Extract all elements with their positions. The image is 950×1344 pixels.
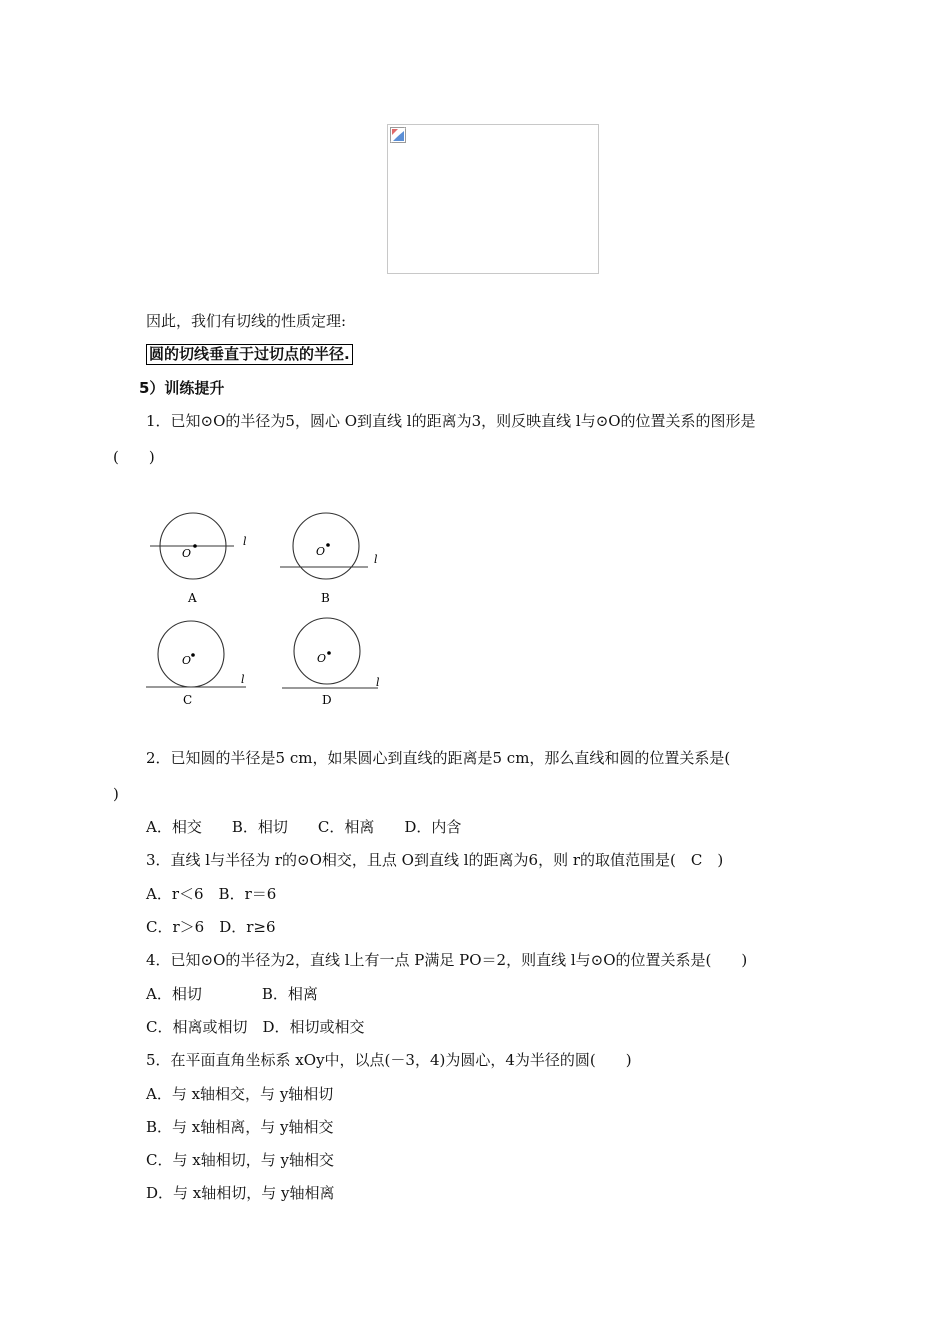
- question-1-answer-blank: ( ): [113, 448, 155, 466]
- question-3-options-1: A．r＜6 B．r＝6: [146, 885, 277, 903]
- figure-a-center-label: O: [182, 547, 192, 560]
- q1-figures: [140, 505, 400, 715]
- question-4-options-2: C．相离或相切 D．相切或相交: [146, 1018, 365, 1036]
- figure-a-line-label: l: [243, 535, 247, 548]
- question-2-options: A．相交 B．相切 C．相离 D．内含: [146, 818, 462, 836]
- question-5: 5．在平面直角坐标系 xOy中，以点(－3，4)为圆心，4为半径的圆( ): [146, 1051, 632, 1069]
- question-2-close: ): [113, 785, 119, 803]
- figure-b-center-label: O: [316, 545, 326, 558]
- question-1: 1．已知⊙O的半径为5，圆心 O到直线 l的距离为3，则反映直线 l与⊙O的位置关系的图形是: [146, 412, 756, 430]
- figure-b-option: B: [321, 591, 330, 605]
- question-5-option-c: C．与 x轴相切，与 y轴相交: [146, 1151, 334, 1169]
- figure-d: [282, 618, 380, 707]
- figure-a: [150, 513, 247, 605]
- figure-d-option: D: [322, 693, 332, 707]
- section-title: 5）训练提升: [139, 379, 225, 397]
- figure-d-line-label: l: [376, 676, 380, 689]
- question-5-option-d: D．与 x轴相切，与 y轴相离: [146, 1184, 335, 1202]
- question-4-options-1: A．相切 B．相离: [146, 985, 318, 1003]
- question-5-option-b: B．与 x轴相离，与 y轴相交: [146, 1118, 334, 1136]
- broken-image-placeholder: [387, 124, 599, 274]
- broken-image-icon: [390, 127, 406, 143]
- theorem-box: 圆的切线垂直于过切点的半径.: [146, 344, 353, 365]
- intro-text: 因此，我们有切线的性质定理:: [146, 312, 347, 330]
- figure-c: [146, 621, 246, 707]
- figure-b: [280, 513, 378, 605]
- question-5-option-a: A．与 x轴相交，与 y轴相切: [146, 1085, 334, 1103]
- figure-c-option: C: [183, 693, 193, 707]
- question-4: 4．已知⊙O的半径为2，直线 l上有一点 P满足 PO＝2，则直线 l与⊙O的位置关系是( ): [146, 951, 748, 969]
- figure-c-center-label: O: [182, 654, 192, 667]
- figure-c-line-label: l: [241, 673, 245, 686]
- question-3-options-2: C．r＞6 D．r≥6: [146, 918, 276, 936]
- question-2: 2．已知圆的半径是5 cm，如果圆心到直线的距离是5 cm，那么直线和圆的位置关系是(: [146, 749, 731, 767]
- figure-d-center-label: O: [317, 652, 327, 665]
- figure-a-option: A: [188, 591, 197, 605]
- figure-b-line-label: l: [374, 553, 378, 566]
- question-3: 3．直线 l与半径为 r的⊙O相交，且点 O到直线 l的距离为6，则 r的取值范围是( C ): [146, 851, 724, 869]
